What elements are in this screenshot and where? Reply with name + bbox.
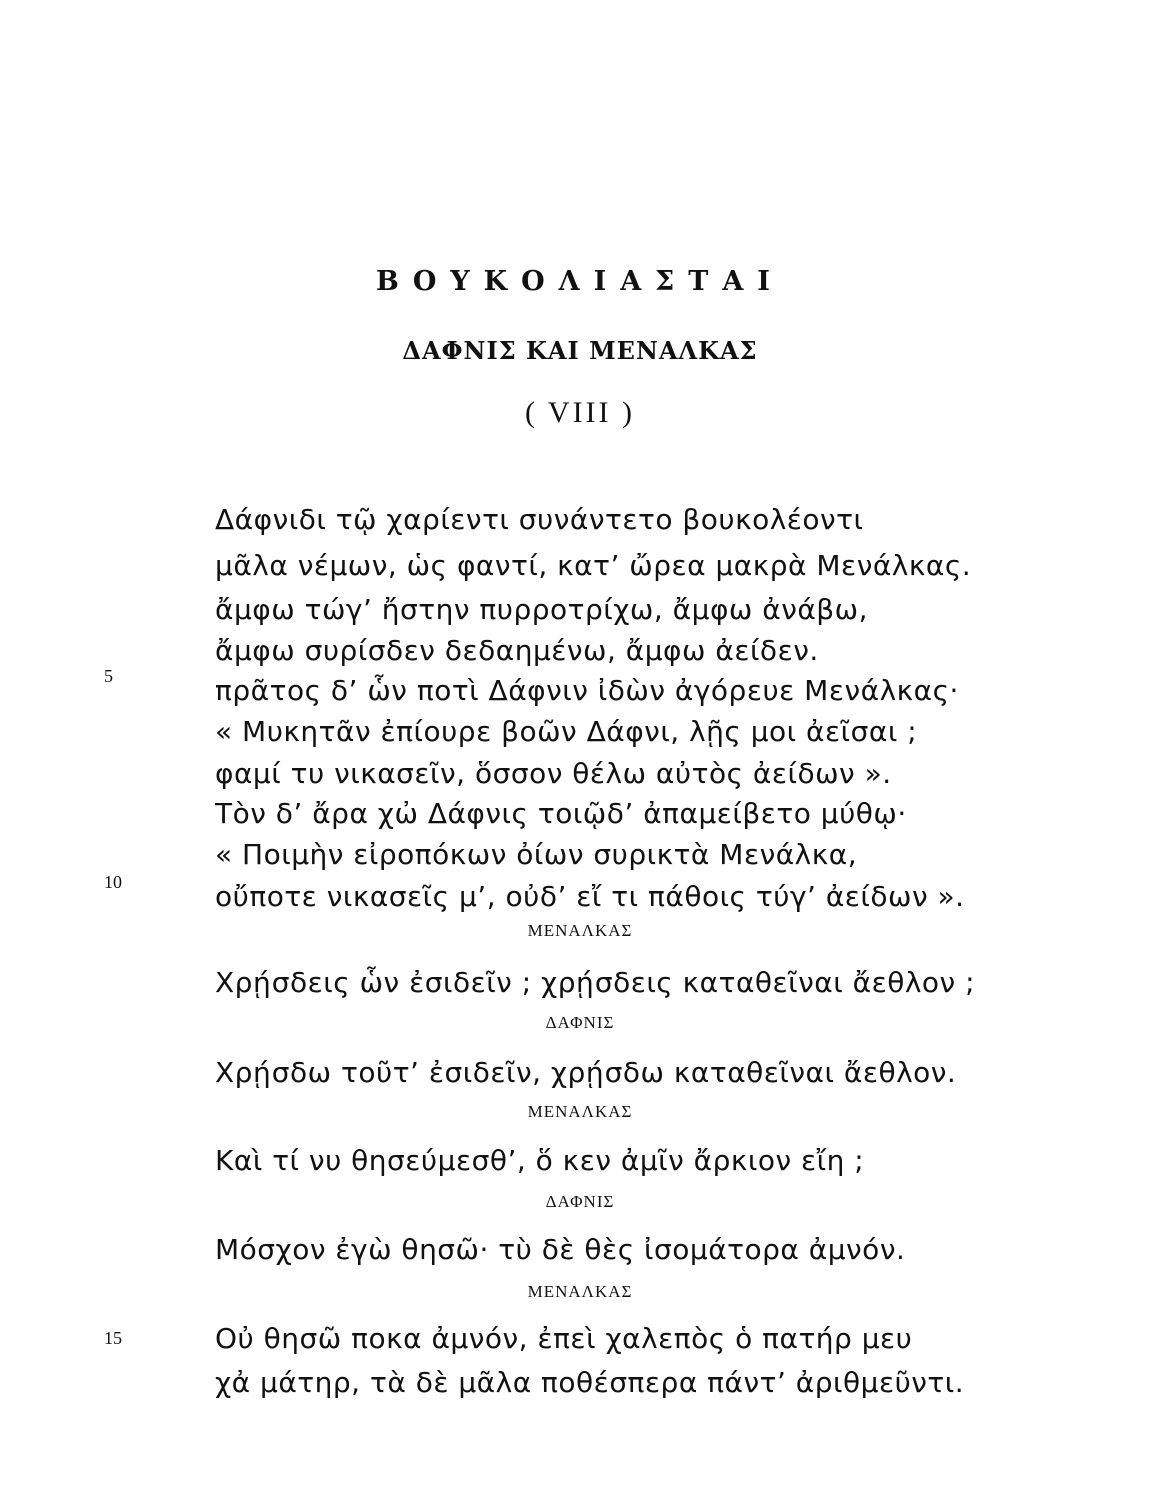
speaker-label: ΔΑΦΝΙΣ	[545, 1192, 615, 1211]
verse-line: Χρῄσδεις ὧν ἐσιδεῖν ; χρῄσδεις καταθεῖναι ἄεθλον ;	[215, 966, 976, 999]
verse-line: χἀ μάτηρ, τὰ δὲ μᾶλα ποθέσπερα πάντ’ ἀριθμεῦντι.	[215, 1366, 965, 1399]
verse-line: Οὐ θησῶ ποκα ἀμνόν, ἐπεὶ χαλεπὸς ὁ πατήρ μευ	[215, 1322, 913, 1355]
verse-line: ἄμφω τώγ’ ἤστην πυρροτρίχω, ἄμφω ἀνάβω,	[215, 593, 869, 626]
verse-line: μᾶλα νέμων, ὡς φαντί, κατ’ ὤρεα μακρὰ Μενάλκας.	[215, 549, 972, 582]
verse-line: Χρῄσδω τοῦτ’ ἐσιδεῖν, χρῄσδω καταθεῖναι ἄεθλον.	[215, 1056, 957, 1089]
verse-line: Καὶ τί νυ θησεύμεσθ’, ὅ κεν ἀμῖν ἄρκιον εἴη ;	[215, 1144, 865, 1177]
poem-title: ΒΟΥΚΟΛΙΑΣΤΑΙ	[376, 266, 784, 297]
poem-number: ( VIII )	[524, 396, 636, 429]
verse-line: πρᾶτος δ’ ὧν ποτὶ Δάφνιν ἰδὼν ἀγόρευε Μενάλκας·	[215, 674, 959, 707]
verse-line: Δάφνιδι τῷ χαρίεντι συνάντετο βουκολέοντι	[215, 503, 864, 536]
line-number: 5	[104, 666, 113, 686]
speaker-label: ΜΕΝΑΛΚΑΣ	[527, 921, 633, 940]
verse-line: φαμί τυ νικασεῖν, ὅσσον θέλω αὐτὸς ἀείδων ».	[215, 757, 892, 790]
verse-line: ἄμφω συρίσδεν δεδαημένω, ἄμφω ἀείδεν.	[215, 634, 819, 667]
line-number: 15	[104, 1328, 122, 1348]
line-number: 10	[104, 872, 122, 892]
verse-line: οὔποτε νικασεῖς μ’, οὐδ’ εἴ τι πάθοις τύγ’ ἀείδων ».	[215, 880, 965, 913]
speaker-label: ΜΕΝΑΛΚΑΣ	[527, 1102, 633, 1121]
verse-line: « Ποιμὴν εἰροπόκων ὀίων συρικτὰ Μενάλκα,	[215, 838, 858, 871]
speaker-label: ΔΑΦΝΙΣ	[545, 1013, 615, 1032]
verse-line: Μόσχον ἐγὼ θησῶ· τὺ δὲ θὲς ἰσομάτορα ἀμνόν.	[215, 1233, 906, 1266]
speaker-label: ΜΕΝΑΛΚΑΣ	[527, 1282, 633, 1301]
verse-line: Τὸν δ’ ἄρα χὠ Δάφνις τοιῷδ’ ἀπαμείβετο μύθῳ·	[215, 797, 907, 830]
verse-line: « Μυκητᾶν ἐπίουρε βοῶν Δάφνι, λῇς μοι ἀεῖσαι ;	[215, 715, 918, 748]
poem-subtitle: ΔΑΦΝΙΣ ΚΑΙ ΜΕΝΑΛΚΑΣ	[402, 336, 758, 365]
